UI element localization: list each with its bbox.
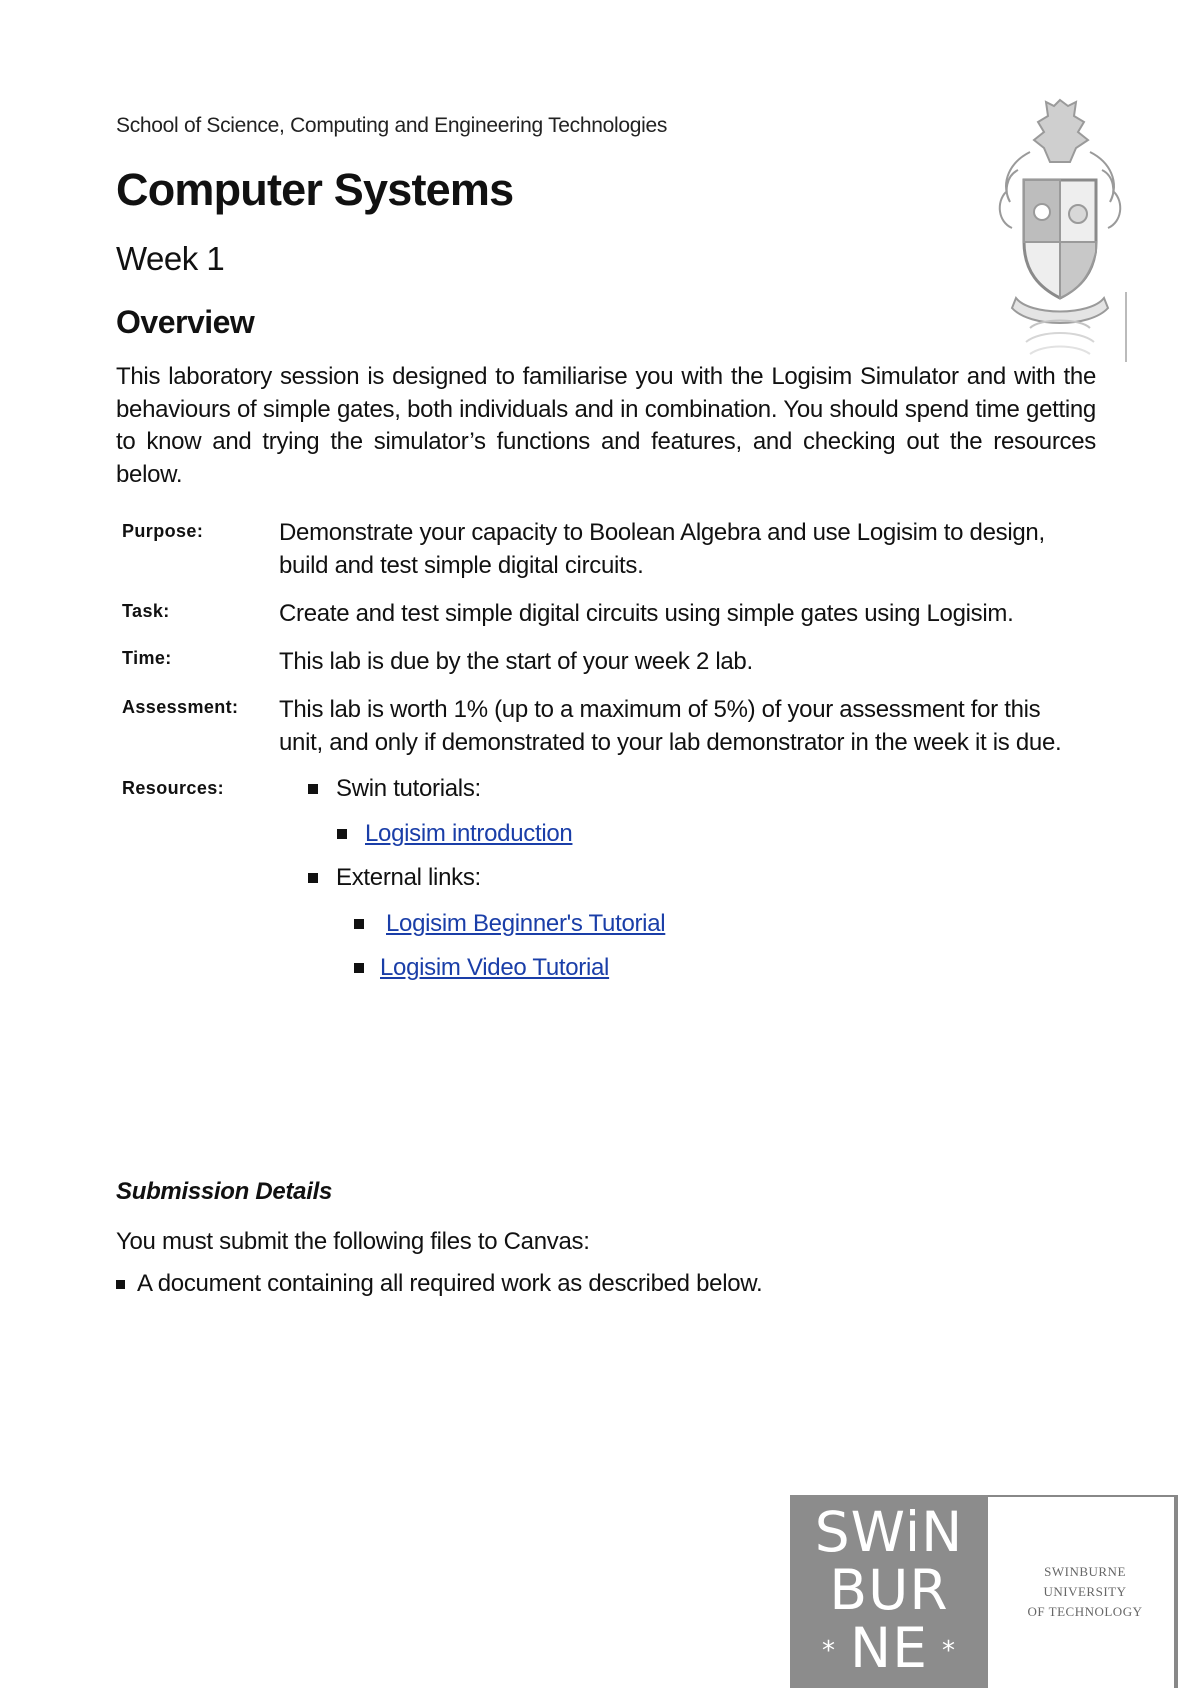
submission-body: You must submit the following files to Canvas: [116, 1228, 590, 1255]
time-label: Time: [122, 648, 172, 668]
list-item [354, 910, 665, 938]
swinburne-logo [790, 1495, 988, 1688]
bullet-icon [337, 829, 347, 839]
university-crest-icon [990, 92, 1130, 362]
university-name [1005, 1562, 1165, 1622]
week-label: Week 1 [116, 240, 225, 277]
school-name: School of Science, Computing and Engineering Technologies [116, 114, 668, 137]
task-label: Task: [122, 601, 170, 621]
page-title: Computer Systems [116, 164, 514, 215]
university-name-line-1: SWINBURNE UNIVERSITY [1043, 1564, 1127, 1599]
university-name-line-2: OF TECHNOLOGY [1027, 1604, 1143, 1619]
overview-body: This laboratory session is designed to familiarise you with the Logisim Simulator and with the behaviours of simple gates, both individuals and in combination. You should spend time getting to know and trying the simulator’s functions and features, and checking out the resources below. [116, 363, 1096, 488]
star-icon: * [822, 1636, 837, 1667]
logisim-beginners-tutorial-link[interactable]: Logisim Beginner's Tutorial [386, 910, 666, 937]
list-item [337, 820, 572, 848]
purpose-label: Purpose: [122, 521, 204, 541]
logo-line-3-text: NE [850, 1616, 928, 1680]
overview-heading: Overview [116, 304, 255, 340]
logo-line-1: SWiN [814, 1500, 964, 1564]
logo-line-3 [790, 1616, 988, 1680]
swin-tutorials-item [308, 775, 481, 803]
submission-item-text: A document containing all required work as described below. [137, 1270, 763, 1297]
external-links-heading: External links: [336, 864, 481, 891]
assessment-label: Assessment: [122, 697, 239, 717]
external-links-item [308, 864, 481, 892]
bullet-icon [354, 963, 364, 973]
logisim-introduction-link[interactable]: Logisim introduction [365, 820, 573, 847]
submission-item [116, 1270, 762, 1298]
star-icon: * [941, 1636, 956, 1667]
logo-line-2: BUR [829, 1558, 949, 1622]
list-item [354, 954, 609, 982]
submission-heading: Submission Details [116, 1178, 332, 1205]
time-value: This lab is due by the start of your week 2 lab. [279, 648, 753, 675]
assessment-value: This lab is worth 1% (up to a maximum of 5%) of your assessment for this unit, and only if demonstrated to your lab demonstrator in the week it is due. [279, 696, 1062, 756]
bullet-icon [308, 784, 318, 794]
logisim-video-tutorial-link[interactable]: Logisim Video Tutorial [380, 954, 610, 981]
bullet-icon [354, 919, 364, 929]
resources-label: Resources: [122, 778, 225, 798]
swin-tutorials-heading: Swin tutorials: [336, 775, 481, 802]
task-value: Create and test simple digital circuits using simple gates using Logisim. [279, 600, 1014, 627]
bullet-icon [116, 1280, 125, 1289]
purpose-value: Demonstrate your capacity to Boolean Algebra and use Logisim to design, build and test simple digital circuits. [279, 519, 1045, 579]
bullet-icon [308, 873, 318, 883]
